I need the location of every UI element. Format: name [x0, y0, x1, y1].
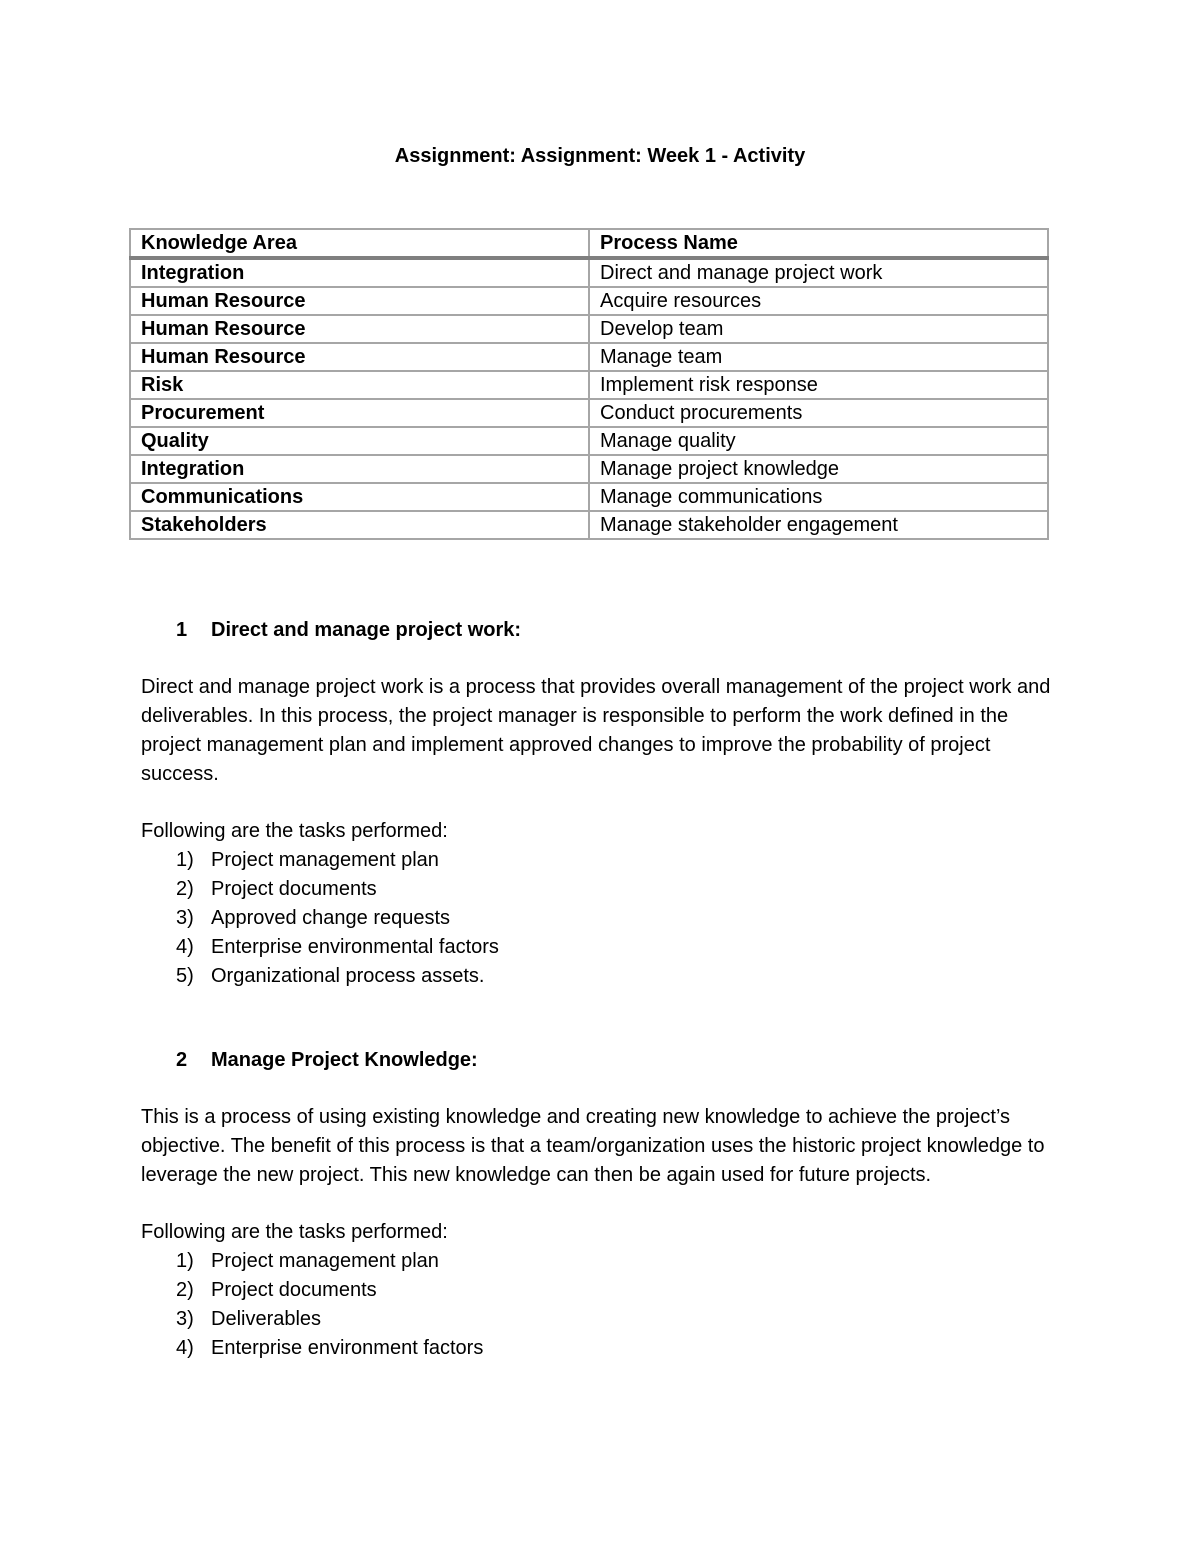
task-text: Enterprise environmental factors — [211, 936, 499, 958]
task-number: 5) — [176, 965, 194, 987]
table-row — [130, 427, 1048, 455]
section-paragraph: Direct and manage project work is a process that provides overall management of the project work and deliverables. In this process, the project manager is responsible to perform the work defined in the project management plan and implement approved changes to improve the probability of project success. — [141, 676, 1051, 785]
document-title: Assignment: Assignment: Week 1 - Activity — [394, 145, 806, 167]
process-name-cell: Direct and manage project work — [589, 258, 1048, 287]
section-title: Direct and manage project work: — [211, 619, 522, 641]
table-row — [130, 287, 1048, 315]
task-text: Project documents — [211, 1279, 377, 1301]
process-name-cell: Manage quality — [589, 427, 1048, 455]
table-header-row — [130, 229, 1048, 258]
task-text: Project documents — [211, 878, 377, 900]
list-item — [141, 846, 1061, 875]
task-number: 1) — [176, 849, 194, 871]
table-row — [130, 258, 1048, 287]
knowledge-area-cell: Integration — [130, 258, 589, 287]
process-name-cell: Develop team — [589, 315, 1048, 343]
knowledge-area-cell: Stakeholders — [130, 511, 589, 539]
process-name-cell: Manage project knowledge — [589, 455, 1048, 483]
task-list — [141, 846, 1061, 991]
task-text: Project management plan — [211, 1250, 439, 1272]
section-heading — [141, 1046, 1061, 1075]
process-name-cell: Acquire resources — [589, 287, 1048, 315]
section-paragraph: This is a process of using existing knowledge and creating new knowledge to achieve the project’s objective. The benefit of this process is that a team/organization uses the historic project knowledge to leverage the new project. This new knowledge can then be again used for future projects. — [141, 1106, 1045, 1186]
knowledge-area-table — [129, 228, 1049, 540]
section-heading — [141, 616, 1061, 645]
task-number: 4) — [176, 936, 194, 958]
process-name-cell: Implement risk response — [589, 371, 1048, 399]
knowledge-area-cell: Integration — [130, 455, 589, 483]
task-text: Deliverables — [211, 1308, 322, 1330]
column-header-process-name: Process Name — [589, 229, 1048, 258]
column-header-knowledge-area: Knowledge Area — [130, 229, 589, 258]
list-item — [141, 1247, 1061, 1276]
tasks-intro: Following are the tasks performed: — [141, 1221, 448, 1243]
task-number: 1) — [176, 1250, 194, 1272]
tasks-intro: Following are the tasks performed: — [141, 820, 448, 842]
list-item — [141, 962, 1061, 991]
list-item — [141, 1305, 1061, 1334]
table-row — [130, 511, 1048, 539]
task-number: 2) — [176, 878, 194, 900]
process-name-cell: Manage stakeholder engagement — [589, 511, 1048, 539]
table-row — [130, 371, 1048, 399]
list-item — [141, 875, 1061, 904]
task-number: 3) — [176, 907, 194, 929]
section-title: Manage Project Knowledge: — [211, 1049, 478, 1071]
task-number: 3) — [176, 1308, 194, 1330]
table-row — [130, 315, 1048, 343]
knowledge-area-cell: Human Resource — [130, 287, 589, 315]
process-name-cell: Manage team — [589, 343, 1048, 371]
section-direct-and-manage-project-work — [141, 616, 1061, 991]
knowledge-area-cell: Human Resource — [130, 315, 589, 343]
section-manage-project-knowledge — [141, 1046, 1061, 1363]
list-item — [141, 1334, 1061, 1363]
task-number: 4) — [176, 1337, 194, 1359]
section-number: 1 — [176, 619, 188, 641]
task-text: Organizational process assets. — [211, 965, 485, 987]
process-name-cell: Manage communications — [589, 483, 1048, 511]
task-number: 2) — [176, 1279, 194, 1301]
task-text: Approved change requests — [211, 907, 451, 929]
table-row — [130, 455, 1048, 483]
process-name-cell: Conduct procurements — [589, 399, 1048, 427]
table-row — [130, 483, 1048, 511]
knowledge-area-cell: Procurement — [130, 399, 589, 427]
task-list — [141, 1247, 1061, 1363]
task-text: Enterprise environment factors — [211, 1337, 484, 1359]
knowledge-area-cell: Quality — [130, 427, 589, 455]
table-row — [130, 399, 1048, 427]
knowledge-area-cell: Risk — [130, 371, 589, 399]
list-item — [141, 933, 1061, 962]
list-item — [141, 904, 1061, 933]
section-number: 2 — [176, 1049, 188, 1071]
list-item — [141, 1276, 1061, 1305]
knowledge-area-cell: Communications — [130, 483, 589, 511]
task-text: Project management plan — [211, 849, 439, 871]
knowledge-area-cell: Human Resource — [130, 343, 589, 371]
table-row — [130, 343, 1048, 371]
